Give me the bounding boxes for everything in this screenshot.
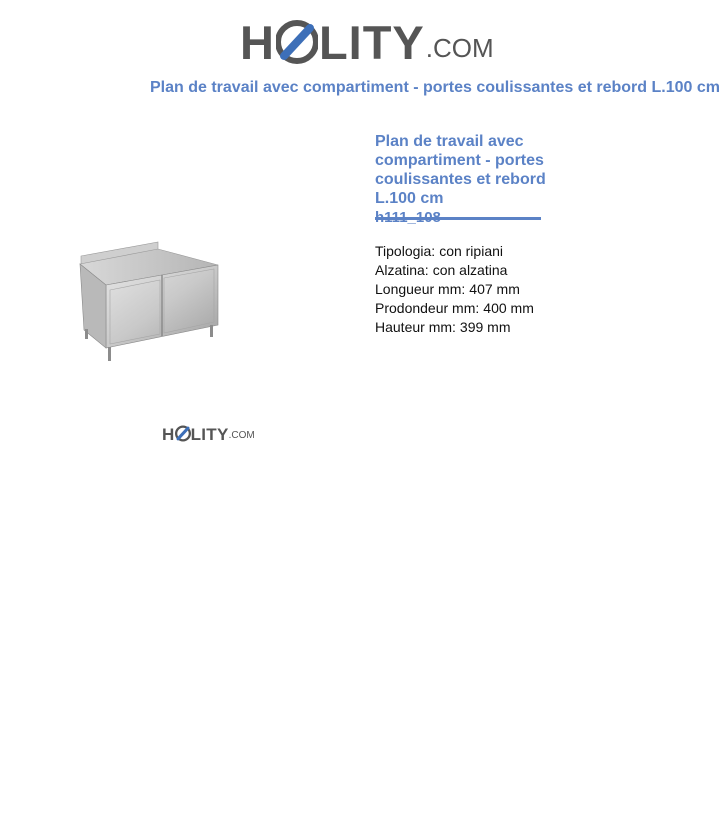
logo-small-letter-h: H [162,425,175,444]
spec-label: Prodondeur mm: [375,300,480,316]
logo-small-o-mark-icon [175,425,191,442]
logo-o-mark-icon [276,20,318,64]
spec-value: 400 mm [483,300,534,316]
spec-value: 399 mm [459,319,511,335]
logo-small-letters: LITY [190,425,229,444]
spec-row-alzatina [375,261,534,280]
logo-suffix: .COM [425,33,494,63]
spec-row-tipologia [375,242,534,261]
spec-value: con alzatina [432,262,508,278]
product-image [70,230,230,370]
holity-logo-small [162,423,255,443]
spec-label: Alzatina: [375,262,429,278]
logo-letters: LITY [318,16,425,69]
page-heading: Plan de travail avec compartiment - portes coulissantes et rebord L.100 cm [150,79,720,96]
spec-label: Hauteur mm: [375,319,456,335]
spec-value: 407 mm [469,281,520,297]
spec-label: Longueur mm: [375,281,466,297]
product-title: Plan de travail avec compartiment - portes coulissantes et rebord L.100 cm [375,133,546,207]
spec-list [375,242,534,337]
spec-row-profondeur [375,299,534,318]
holity-logo[interactable] [240,14,494,69]
logo-small-suffix: .COM [228,430,255,441]
title-underline [375,217,541,220]
spec-row-hauteur [375,318,534,337]
spec-row-longueur [375,280,534,299]
spec-value: con ripiani [439,243,504,259]
spec-label: Tipologia: [375,243,436,259]
logo-letter-h: H [240,16,275,69]
